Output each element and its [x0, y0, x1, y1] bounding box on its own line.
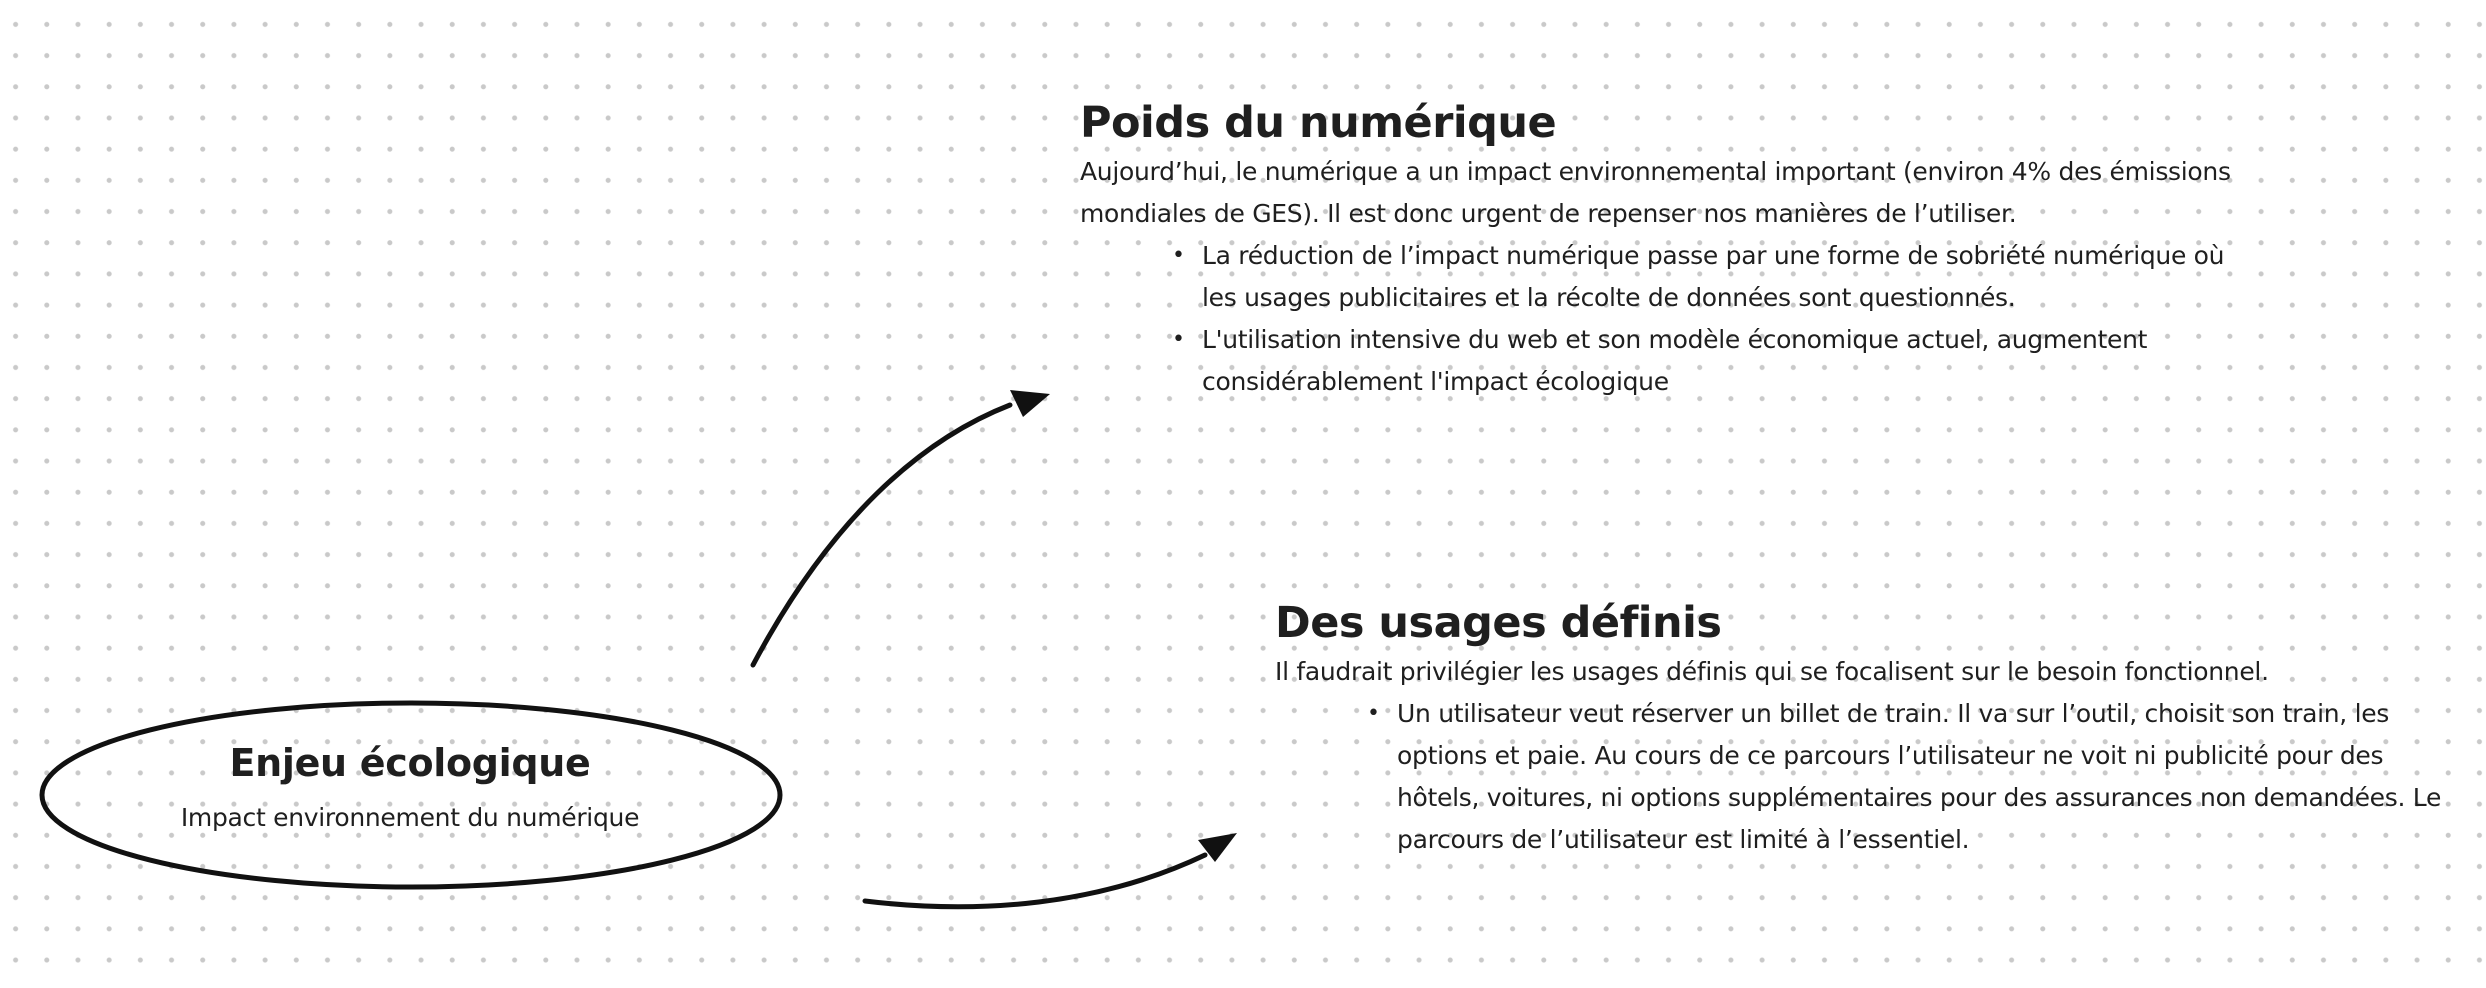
bullet-item: • Un utilisateur veut réserver un billet de train. Il va sur l’outil, choisit son train, les options et paie. Au cours de ce parcours l’utilisateur ne voit ni publicité pour des hôtels, voitures, ni options supplémentaires pour des assurances non demandées. Le parcours de l’utilisateur est limité à l’essentiel.	[1397, 693, 2472, 861]
connector-arrow-to-poids-du-numerique	[753, 405, 1010, 665]
connector-arrow-to-des-usages-definis	[865, 855, 1205, 907]
branch-poids-du-numerique	[1080, 95, 2280, 403]
bullet-item: • L'utilisation intensive du web et son modèle économique actuel, augmentent considérablement l'impact écologique	[1202, 319, 2232, 403]
central-node-subtitle: Impact environnement du numérique	[180, 803, 640, 832]
branch-paragraph: Aujourd’hui, le numérique a un impact environnemental important (environ 4% des émissions mondiales de GES). Il est donc urgent de repenser nos manières de l’utiliser.	[1080, 157, 2231, 228]
branch-paragraph: Il faudrait privilégier les usages définis qui se focalisent sur le besoin fonctionnel.	[1275, 657, 2269, 686]
branch-heading: Poids du numérique	[1080, 98, 1557, 148]
bullet-list	[1397, 693, 2472, 861]
bullet-item: • La réduction de l’impact numérique passe par une forme de sobriété numérique où les usages publicitaires et la récolte de données sont questionnés.	[1202, 235, 2232, 319]
arrowhead-to-poids-du-numerique	[1010, 390, 1050, 417]
central-node-title: Enjeu écologique	[229, 741, 591, 785]
central-node-ellipse[interactable]	[42, 703, 780, 887]
branch-des-usages-definis	[1275, 595, 2475, 861]
bullet-list	[1202, 235, 2232, 403]
branch-heading: Des usages définis	[1275, 598, 1722, 648]
